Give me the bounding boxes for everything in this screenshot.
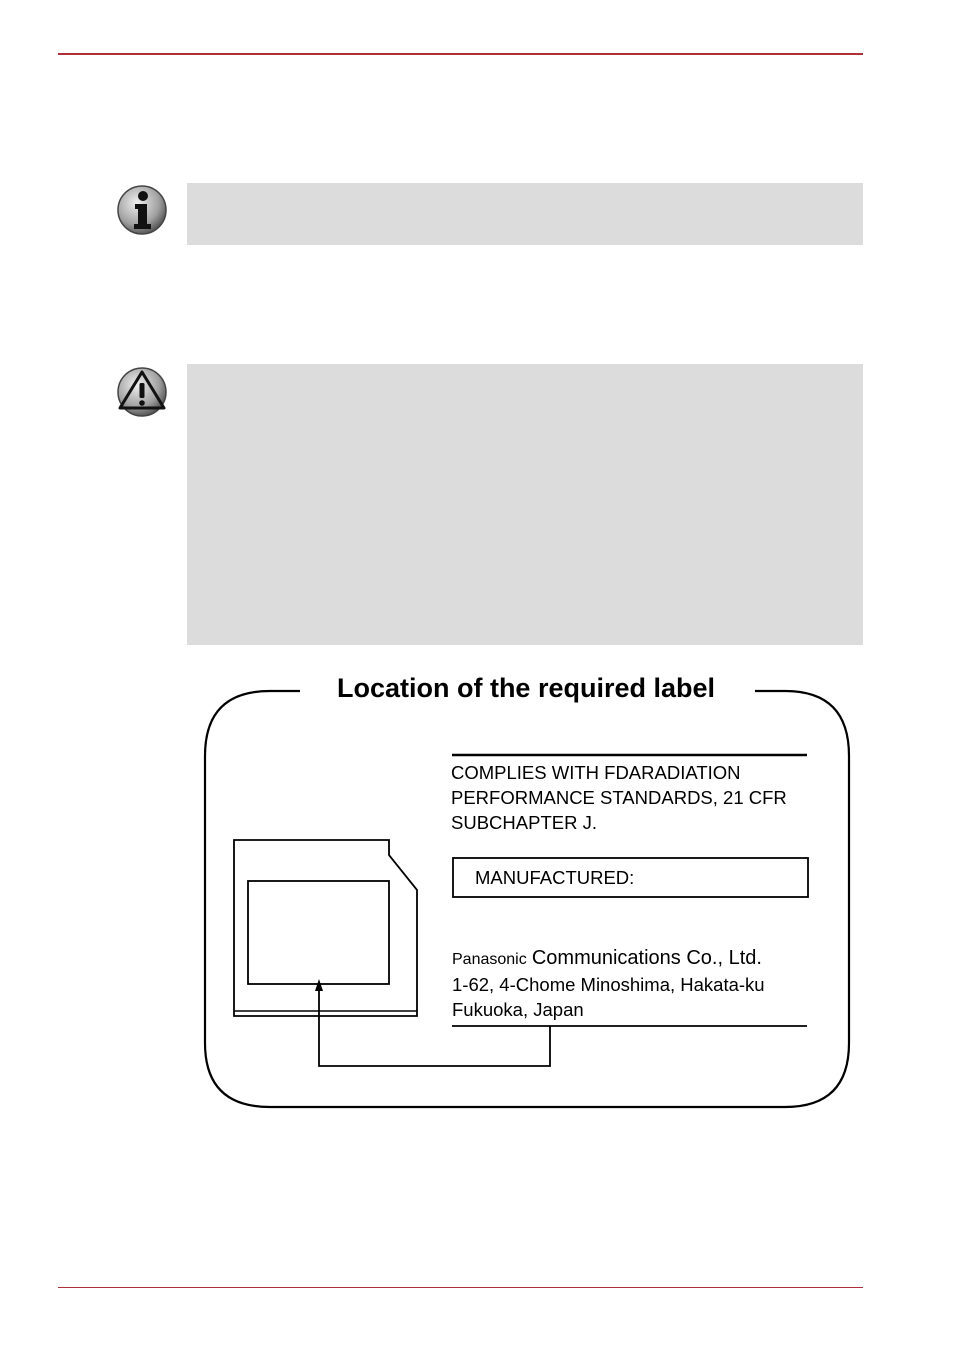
header-rule — [58, 53, 863, 55]
manufactured-label: MANUFACTURED: — [475, 867, 635, 888]
address-line: Fukuoka, Japan — [452, 999, 584, 1020]
info-note-box — [187, 183, 863, 245]
figure-title: Location of the required label — [300, 673, 752, 704]
info-icon — [116, 184, 168, 236]
compliance-text — [451, 760, 787, 835]
company-line — [452, 945, 765, 972]
label-location-figure — [200, 668, 856, 1114]
address-line: 1-62, 4-Chome Minoshima, Hakata-ku — [452, 974, 765, 995]
compliance-line: COMPLIES WITH FDARADIATION — [451, 762, 741, 783]
company-name: Communications Co., Ltd. — [531, 947, 762, 969]
warning-note-box — [187, 364, 863, 645]
footer-rule — [58, 1287, 863, 1288]
compliance-line: PERFORMANCE STANDARDS, 21 CFR — [451, 787, 787, 808]
compliance-line: SUBCHAPTER J. — [451, 812, 597, 833]
company-prefix: Panasonic — [452, 951, 527, 968]
manufacturer-address — [452, 945, 765, 1022]
warning-icon — [116, 366, 168, 418]
